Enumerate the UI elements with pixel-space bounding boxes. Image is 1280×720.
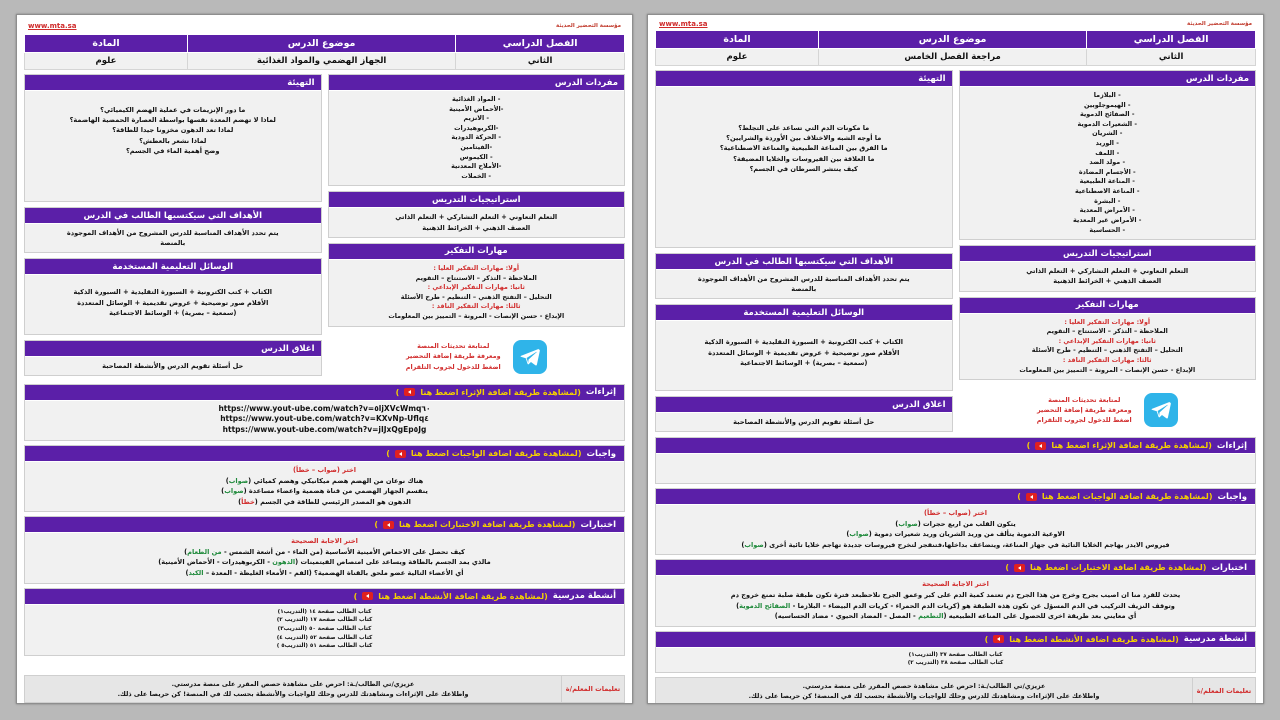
question-item xyxy=(663,590,1248,601)
lesson-meta-table-right xyxy=(24,34,625,70)
objectives-line-2: بالمنصة xyxy=(160,239,186,248)
teacher-note-left xyxy=(655,677,1256,704)
list-item: - الأجسام المضادة xyxy=(1078,167,1136,176)
list-item: -الفيتامين xyxy=(460,143,493,152)
card-homework xyxy=(24,445,625,512)
activities-hint: (لمشاهدة طريقة اضافة الأنشطة اضغط هنا xyxy=(378,591,548,601)
aids-line-1: الكتاب + كتب الكترونية + السبورة التقليدية + السبورة الذكية xyxy=(704,338,904,347)
td-topic: مراجعة الفصل الخامس xyxy=(818,49,1086,66)
tests-bar[interactable] xyxy=(25,517,624,533)
homework-hint: (لمشاهدة طريقة اضافة الواجبات اضغط هنا xyxy=(410,449,582,459)
card-title-aids: الوسائل التعليمية المستخدمة xyxy=(25,259,321,275)
thinking-line-3: الإبداع - حسن الإنصات - المرونة – التمييز بين المعلومات xyxy=(388,311,565,320)
card-strategies xyxy=(328,191,626,237)
answer-text: الدهون xyxy=(272,558,296,567)
activities-hint-close: ) xyxy=(353,591,358,601)
website-link[interactable]: www.mta.sa xyxy=(28,22,77,30)
youtube-icon[interactable] xyxy=(993,635,1004,643)
card-strategies xyxy=(959,245,1257,291)
closing-text: حل أسئلة تقويم الدرس والأنشطة المصاحبة xyxy=(733,418,875,427)
tests-items-left xyxy=(663,590,1248,622)
youtube-icon[interactable] xyxy=(1026,493,1037,501)
question-text: وتوقف النزيف التركيب في الدم المسؤل عن تكون هذه الطبقة هو (كريات الدم الحمراء - كريات الدم البيضاء – البلازما - xyxy=(790,601,1175,610)
question-tail: ) xyxy=(895,519,899,528)
table-header-row xyxy=(25,35,625,53)
question-text: يتكون القلب من اربع حجرات ( xyxy=(917,519,1016,528)
question-text: فيروس الايدز يهاجم الخلايا التائية في جهاز المناعة، ويتضاعف بداخلها،فتنفجر لتخرج فيروسات جديدة تهاجم خلايا تائية أخرى ( xyxy=(763,540,1170,549)
thinking-heading-1: أولا: مهارات التفكير العليا : xyxy=(1064,317,1151,326)
td-term: الثاني xyxy=(456,53,625,70)
question-tail: ) xyxy=(736,601,740,610)
list-item: كتاب الطالب صفحة ٥٢ (التدريب ٤) xyxy=(276,634,373,641)
telegram-promo-right[interactable] xyxy=(328,332,626,380)
card-objectives xyxy=(655,253,953,299)
table-row xyxy=(656,49,1256,66)
th-subject: المادة xyxy=(656,31,819,49)
activities-hint-close: ) xyxy=(984,634,989,644)
card-title-preparation: التهيئة xyxy=(656,71,952,87)
list-item: - مولد الضد xyxy=(1089,158,1126,167)
th-topic: موضوع الدرس xyxy=(187,35,455,53)
question-item xyxy=(32,547,617,558)
thinking-line-3: الإبداع - حسن الإنصات - المرونة – التمييز بين المعلومات xyxy=(1019,365,1196,374)
list-item: https://www.yout-ube.com/watch?v=jIJxQgEp٥Jg xyxy=(222,425,427,435)
list-item: - البشرة xyxy=(1094,196,1121,205)
answer-text: الكبد xyxy=(188,569,204,578)
td-subject: علوم xyxy=(25,53,188,70)
card-vocabulary xyxy=(328,74,626,186)
question-tail: ) xyxy=(185,569,189,578)
youtube-icon[interactable] xyxy=(404,388,415,396)
list-item: ما الفرق بين المناعة الطبيعية والمناعة الاصطناعية؟ xyxy=(719,144,888,153)
card-title-thinking: مهارات التفكير xyxy=(960,298,1256,314)
card-objectives xyxy=(24,207,322,253)
list-item: - البلازما xyxy=(1093,91,1121,99)
list-item: - الحساسية xyxy=(1089,225,1126,234)
activities-hint: (لمشاهدة طريقة اضافة الأنشطة اضغط هنا xyxy=(1009,634,1179,644)
promo-line-1: لمتابعة تحديثات المنصة xyxy=(1048,395,1121,404)
list-item: - الوريد xyxy=(1095,139,1119,148)
list-item: ما العلاقة بين الفيروسات والخلايا المضيفة؟ xyxy=(733,154,875,163)
column-vocabulary-left xyxy=(959,70,1257,433)
table-header-row xyxy=(656,31,1256,49)
question-tail: ) xyxy=(741,540,745,549)
question-text: مالذي يمد الجسم بالطاقة ويساعد على امتصاص الفيتمينات ( xyxy=(295,558,491,567)
list-item: - المواد الغذائية xyxy=(452,95,501,103)
question-item xyxy=(663,519,1248,530)
question-tail: ) xyxy=(225,476,229,485)
teacher-note-line-1: عزيزي/تي الطالب/ـة: احرص على مشاهدة حصص المقرر على منصة مدرستي. xyxy=(171,679,415,688)
strategies-line-2: العصف الذهني + الخرائط الذهنية xyxy=(422,223,531,232)
list-item: كتاب الطالب صفحة ٣٧ (التدريب١) xyxy=(908,651,1003,658)
strategies-line-1: التعلم التعاوني + التعلم التشاركي + التعلم الذاتي xyxy=(395,213,558,222)
brand-row-left xyxy=(655,19,1256,30)
youtube-icon[interactable] xyxy=(362,592,373,600)
card-title-strategies: استراتيجيات التدريس xyxy=(329,192,625,208)
aids-line-2: الأقلام صور توضيحية + عروض تقديمية + الوسائل المتعددة xyxy=(77,298,269,307)
promo-line-1: لمتابعة تحديثات المنصة xyxy=(417,342,490,351)
card-enrichment xyxy=(655,437,1256,484)
card-closing xyxy=(655,396,953,432)
question-text: الاوعية الدموية يتألف من وريد الشريان وريد شعيرات دموية ( xyxy=(868,530,1065,539)
th-term: الفصل الدراسي xyxy=(456,35,625,53)
list-item: لماذا لا تهضم المعدة نفسها بواسطة العصارة الحمضية الهاضمة؟ xyxy=(69,116,276,125)
telegram-promo-left[interactable] xyxy=(959,385,1257,433)
card-title-preparation: التهيئة xyxy=(25,75,321,91)
teacher-note-line-2: واطلاعك على الإثراءات ومشاهدتك للدرس وحلك للواجبات والأنشطة بحسب لك في المنصة! كن حريصا على ذلك. xyxy=(117,689,469,698)
teacher-note-label: تعليمات المعلم/ة xyxy=(561,676,624,703)
question-text: أي الأعضاء التالية عضو ملحق بالقناة الهضمية؟ (الفم - الأمعاء الغليظة - المعدة – xyxy=(203,569,464,578)
list-item: ما مكونات الدم التي تساعد على التجلط؟ xyxy=(738,124,870,132)
list-item: كتاب الطالب صفحة ١٧ (التدريب ٢) xyxy=(276,617,373,624)
youtube-icon[interactable] xyxy=(395,450,406,458)
telegram-icon[interactable] xyxy=(1144,393,1178,427)
question-item xyxy=(663,540,1248,551)
promo-line-2: ومعرفة طريقة إضافة التحضير xyxy=(1036,406,1132,415)
teacher-note-body xyxy=(656,678,1192,704)
homework-items-left xyxy=(663,519,1248,551)
list-item: - الانزيم xyxy=(463,114,490,123)
answer-text: التطعيم xyxy=(918,612,944,621)
card-vocabulary xyxy=(959,70,1257,240)
enrichment-links-right[interactable] xyxy=(25,401,624,441)
list-item: - الشريان xyxy=(1092,129,1123,138)
aids-line-1: الكتاب + كتب الكترونية + السبورة التقليدية + السبورة الذكية xyxy=(73,288,273,297)
teacher-note-line-1: عزيزي/تي الطالب/ـة: احرص على مشاهدة حصص المقرر على منصة مدرستي. xyxy=(802,681,1046,690)
list-item: كتاب الطالب صفحة ١٤ (التدريب١) xyxy=(277,608,372,615)
strategies-line-2: العصف الذهني + الخرائط الذهنية xyxy=(1053,277,1162,286)
objectives-line-1: يتم تحدد الأهداف المناسبة للدرس المشروح من الأهداف الموجودة xyxy=(697,275,910,283)
enrichment-hint: (لمشاهدة طريقة اضافة الإثراء اضغط هنا xyxy=(1051,441,1212,451)
aids-line-2: الأقلام صور توضيحية + عروض تقديمية + الوسائل المتعددة xyxy=(708,348,900,357)
card-title-objectives: الأهداف التي سيكتسبها الطالب في الدرس xyxy=(656,254,952,270)
two-column-body-right xyxy=(24,74,625,380)
preparation-questions-right xyxy=(25,91,321,201)
question-text: الدهون هو المصدر الرئيسي للطاقة في الجسم ( xyxy=(254,497,411,506)
activities-title: أنشطة مدرسية xyxy=(552,591,616,602)
enrichment-bar[interactable] xyxy=(656,438,1255,454)
td-subject: علوم xyxy=(656,49,819,66)
column-content-left xyxy=(655,70,953,433)
list-item: - الأمراض المعدية xyxy=(1079,206,1135,215)
preparation-questions-left xyxy=(656,87,952,247)
enrichment-links-left[interactable] xyxy=(656,454,1255,483)
objectives-line-2: بالمنصة xyxy=(791,285,817,294)
thinking-heading-2: ثانيا: مهارات التفكير الإبداعي : xyxy=(1058,336,1156,345)
answer-text: صواب xyxy=(849,530,869,539)
enrichment-hint-close: ) xyxy=(1026,441,1031,451)
card-closing xyxy=(24,340,322,376)
activities-bar[interactable] xyxy=(656,632,1255,648)
td-topic: الجهاز الهضمي والمواد الغذائية xyxy=(187,53,455,70)
brand-row-right xyxy=(24,19,625,34)
homework-instruction: اختر (صواب – خطأ) xyxy=(923,509,988,518)
closing-text: حل أسئلة تقويم الدرس والأنشطة المصاحبة xyxy=(102,362,244,371)
vocabulary-list-left xyxy=(965,91,1251,235)
answer-text: صواب xyxy=(224,487,244,496)
enrichment-hint: (لمشاهدة طريقة اضافة الإثراء اضغط هنا xyxy=(420,387,581,397)
thinking-line-2: التحليل – التفتح الذهني – التنظيم - طرح الأسئلة xyxy=(400,292,552,301)
thinking-line-1: الملاحظة – التذكر – الاستنتاج – التقويم xyxy=(1046,327,1168,336)
list-item: كتاب الطالب صفحة ٥٠ (التدريب٣) xyxy=(277,625,372,632)
enrichment-bar[interactable] xyxy=(25,385,624,401)
list-item: - المناعة الطبيعية xyxy=(1079,177,1135,186)
aids-line-3: (سمعية – بصرية) + الوسائط الاجتماعية xyxy=(740,358,868,367)
card-title-vocabulary: مفردات الدرس xyxy=(960,71,1256,87)
list-item: - المناعة الاصطناعية xyxy=(1075,187,1140,196)
thinking-heading-3: ثالثا: مهارات التفكير الناقد : xyxy=(431,302,521,311)
strategies-line-1: التعلم التعاوني + التعلم التشاركي + التعلم الذاتي xyxy=(1026,267,1189,276)
list-item: وضح أهمية الماء في الجسم؟ xyxy=(125,146,220,155)
answer-text: خطأ xyxy=(241,497,255,506)
enrichment-title: إثراءات xyxy=(1216,440,1247,451)
tests-instruction: اختر الاجابة الصحيحة xyxy=(922,580,989,589)
tests-body-left xyxy=(656,576,1255,625)
enrichment-title: إثراءات xyxy=(585,387,616,398)
vocabulary-list-right xyxy=(334,95,620,181)
institution-name: مؤسسة التحضير الحديثة xyxy=(555,23,621,29)
list-item: - الخملات xyxy=(461,171,492,180)
card-homework xyxy=(655,488,1256,555)
youtube-icon[interactable] xyxy=(1035,442,1046,450)
question-item xyxy=(663,611,1248,622)
list-item: -الأحماض الأمينية xyxy=(449,104,504,113)
list-item: ما أوجه الشبه والاختلاف بين الأوردة والشرايين؟ xyxy=(726,134,882,143)
homework-instruction: اختر (صواب – خطأ) xyxy=(292,466,357,475)
card-thinking-skills xyxy=(328,243,626,327)
website-link[interactable]: www.mta.sa xyxy=(659,20,708,28)
wide-sections-right xyxy=(24,384,625,656)
aids-line-3: (سمعية – بصرية) + الوسائط الاجتماعية xyxy=(109,308,237,317)
list-item: - الحركة الدودية xyxy=(451,133,502,142)
tests-hint: (لمشاهدة طريقة اضافة الاختبارات اضغط هنا xyxy=(1030,563,1207,573)
question-text: يحدث للفرد منا ان اصيب بجرح وخرج من هذا الجرح دم تعتمد كمية الدم على كبر وعمق الجرح نلاحظبعد فترة تكون طبقة صلبة تمنع خروج دم xyxy=(730,590,1181,599)
question-tail: ) xyxy=(221,487,225,496)
card-preparation xyxy=(24,74,322,202)
teacher-note-label: تعليمات المعلم/ة xyxy=(1192,678,1255,704)
promo-line-2: ومعرفة طريقة إضافة التحضير xyxy=(405,352,501,361)
question-text: هناك نوعان من الهضم هضم ميكانيكي وهضم كميائي ( xyxy=(248,476,424,485)
list-item: - اللمف xyxy=(1095,148,1120,157)
question-text: ينقسم الجهاز الهضمي من قناة هضمية واعضاء مساعدة ( xyxy=(243,487,428,496)
objectives-line-1: يتم تحدد الأهداف المناسبة للدرس المشروح من الأهداف الموجودة xyxy=(66,229,279,237)
card-activities xyxy=(24,588,625,656)
lesson-sheet-right xyxy=(16,14,633,704)
card-title-objectives: الأهداف التي سيكتسبها الطالب في الدرس xyxy=(25,208,321,224)
teacher-note-line-2: واطلاعك على الإثراءات ومشاهدتك للدرس وحلك للواجبات والأنشطة بحسب لك في المنصة! كن حريصا على ذلك. xyxy=(748,692,1100,701)
thinking-heading-1: أولا: مهارات التفكير العليا : xyxy=(433,263,520,272)
question-item xyxy=(32,476,617,487)
tests-title: اختبارات xyxy=(580,519,616,530)
column-content-right xyxy=(24,74,322,380)
tests-hint-close: ) xyxy=(1005,563,1010,573)
td-term: الثاني xyxy=(1087,49,1256,66)
card-activities xyxy=(655,631,1256,673)
tests-items-right xyxy=(32,547,617,579)
thinking-heading-3: ثالثا: مهارات التفكير الناقد : xyxy=(1062,356,1152,365)
card-title-aids: الوسائل التعليمية المستخدمة xyxy=(656,305,952,321)
question-tail: - المصل - المضاد الحيوي - مضاد الحساسيه) xyxy=(774,612,919,621)
card-teaching-aids xyxy=(655,304,953,391)
question-item xyxy=(32,486,617,497)
question-tail: ) xyxy=(184,547,188,556)
question-item xyxy=(663,529,1248,540)
telegram-promo-text xyxy=(406,341,501,372)
list-item: https://www.yout-ube.com/watch?v=KXvNp-Uflq٤ xyxy=(220,414,429,424)
homework-title: واجبات xyxy=(1217,491,1247,502)
thinking-line-2: التحليل – التفتح الذهني – التنظيم - طرح الأسئلة xyxy=(1031,346,1183,355)
question-item xyxy=(32,497,617,508)
question-tail: - الكربوهيدرات - الأحماض الأمينية) xyxy=(158,558,273,567)
list-item: لماذا تعد الدهون مخزونا جيدا للطاقة؟ xyxy=(112,126,234,135)
card-tests xyxy=(655,559,1256,626)
answer-text: الصفائح الدموية xyxy=(739,601,791,610)
list-item: كيف ينتشر السرطان في الجسم؟ xyxy=(749,164,858,173)
list-item: - الصفائح الدموية xyxy=(1079,110,1135,119)
answer-text: صواب xyxy=(898,519,918,528)
promo-line-3: اضغط للدخول لجروب التلقرام xyxy=(1036,416,1132,425)
list-item: ما دور الإنزيمات في عملية الهضم الكيميائي؟ xyxy=(100,106,246,114)
card-title-thinking: مهارات التفكير xyxy=(329,244,625,260)
enrichment-hint-close: ) xyxy=(395,387,400,397)
card-enrichment xyxy=(24,384,625,442)
tests-body-right xyxy=(25,533,624,582)
homework-hint-close: ) xyxy=(1017,492,1021,502)
list-item: - الكيموس xyxy=(459,152,493,161)
th-subject: المادة xyxy=(25,35,188,53)
question-item xyxy=(663,601,1248,612)
homework-bar[interactable] xyxy=(25,446,624,462)
homework-bar[interactable] xyxy=(656,489,1255,505)
list-item: لماذا نشعر بالعطش؟ xyxy=(139,136,207,145)
list-item: -الكربوهيدرات xyxy=(454,123,499,132)
card-teaching-aids xyxy=(24,258,322,335)
card-tests xyxy=(24,516,625,583)
th-term: الفصل الدراسي xyxy=(1087,31,1256,49)
list-item: -الأملاح المعدنية xyxy=(451,162,502,171)
telegram-promo-text xyxy=(1037,395,1132,426)
card-title-closing: اغلاق الدرس xyxy=(656,397,952,413)
card-thinking-skills xyxy=(959,297,1257,381)
list-item: كتاب الطالب صفحة ٥١ (التدريب٥ ) xyxy=(276,643,373,650)
question-text: أي معايني بعد طريقة اخرى للحصول على المناعه الطبيعيه ( xyxy=(943,612,1137,621)
homework-title: واجبات xyxy=(586,448,616,459)
card-title-closing: اغلاق الدرس xyxy=(25,341,321,357)
homework-hint: (لمشاهدة طريقة اضافة الواجبات اضغط هنا xyxy=(1041,492,1213,502)
teacher-note-body xyxy=(25,676,561,703)
activities-title: أنشطة مدرسية xyxy=(1183,634,1247,645)
teacher-note-right xyxy=(24,675,625,704)
question-item xyxy=(32,557,617,568)
card-title-vocabulary: مفردات الدرس xyxy=(329,75,625,91)
tests-hint: (لمشاهدة طريقة اضافة الاختبارات اضغط هنا xyxy=(399,520,576,530)
question-tail: ) xyxy=(238,497,242,506)
thinking-line-1: الملاحظة – التذكر – الاستنتاج – التقويم xyxy=(415,273,537,282)
wide-sections-left xyxy=(655,437,1256,673)
tests-hint-close: ) xyxy=(374,520,379,530)
card-preparation xyxy=(655,70,953,248)
tests-instruction: اختر الاجابة الصحيحة xyxy=(291,537,358,546)
question-text: كيف تحصل على الاحماض الأمينية الأساسية (من الماء - من أشعة الشمس - xyxy=(221,547,465,556)
lesson-sheet-left xyxy=(647,14,1264,704)
two-column-body-left xyxy=(655,70,1256,433)
list-item: - الأمراض غير المعدية xyxy=(1073,215,1142,224)
institution-name: مؤسسة التحضير الحديثة xyxy=(1186,21,1252,27)
answer-text: من الطعام xyxy=(187,547,222,556)
answer-text: صواب xyxy=(228,476,249,485)
telegram-icon[interactable] xyxy=(513,340,547,374)
table-row xyxy=(25,53,625,70)
promo-line-3: اضغط للدخول لجروب التلقرام xyxy=(405,362,501,371)
column-vocabulary-right xyxy=(328,74,626,380)
list-item: - الهيموجلوبين xyxy=(1083,100,1131,109)
tests-title: اختبارات xyxy=(1211,562,1247,573)
homework-hint-close: ) xyxy=(386,449,390,459)
list-item: - الشعيرات الدموية xyxy=(1077,119,1138,128)
thinking-heading-2: ثانيا: مهارات التفكير الإبداعي : xyxy=(427,283,525,292)
youtube-icon[interactable] xyxy=(383,521,394,529)
lesson-meta-table-left xyxy=(655,30,1256,66)
card-title-strategies: استراتيجيات التدريس xyxy=(960,246,1256,262)
homework-items-right xyxy=(32,476,617,508)
youtube-icon[interactable] xyxy=(1014,564,1025,572)
tests-bar[interactable] xyxy=(656,560,1255,576)
homework-body-left xyxy=(656,505,1255,554)
th-topic: موضوع الدرس xyxy=(818,31,1086,49)
activities-list-left xyxy=(656,648,1255,672)
activities-list-right xyxy=(25,605,624,655)
question-tail: ) xyxy=(846,530,850,539)
answer-text: صواب xyxy=(744,540,764,549)
list-item: https://www.yout-ube.com/watch?v=٥ljXVcWmq٦٠ xyxy=(218,403,431,413)
homework-body-right xyxy=(25,462,624,511)
list-item: كتاب الطالب صفحة ٣٨ (التدريب ٢) xyxy=(907,660,1004,667)
question-item xyxy=(32,568,617,579)
activities-bar[interactable] xyxy=(25,589,624,605)
